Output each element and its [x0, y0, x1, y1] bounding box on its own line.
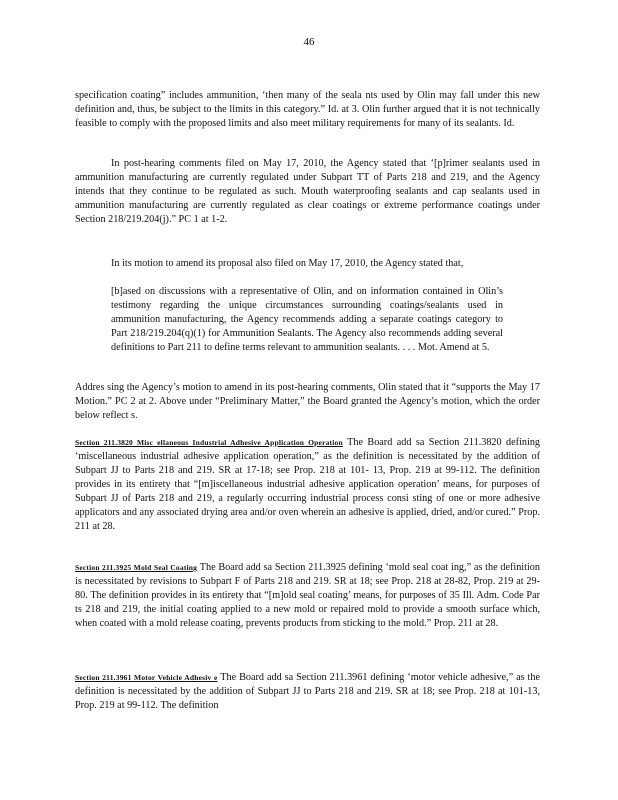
section-text: The Board add sa Section 211.3925 defining ‘mold seal coat ing,” as the definition is necessitated by revisions to Subpart F of Parts 218 and 219. SR at 18; see Prop. 218 at 28-82, Prop. 219 at 29-80. The definition provides in its entirety that “[m]old seal coating’ means, for purposes of 35 Ill. Adm. Code Par ts 218 and 219, the initial coating applied to a new mold or repaired mold to provide a smooth surface which, when coated with a mold release coating, prevents products from sticking to the mold.” Prop. 211 at 28. — [75, 562, 540, 629]
paragraph-motion-to-amend: In its motion to amend its proposal also filed on May 17, 2010, the Agency stated that, — [111, 258, 464, 269]
section-211-3820 — [75, 436, 540, 534]
section-heading: Section 211.3925 Mold Seal Coating — [75, 563, 198, 572]
paragraph-olin-sealants: specification coating” includes ammunition, ‘then many of the seala nts used by Olin may fall under this new definition and, thus, be subject to the limits in this category.” Id. at 3. Olin further argued that it is not technically feasible to comply with the proposed limits and also meet military requirements for many of its sealants. Id. — [75, 90, 540, 129]
section-text: The Board add sa Section 211.3820 defining ‘miscellaneous industrial adhesive application operation,” as the definition is necessitated by the addition of Subpart JJ to Parts 218 and 219. SR at 17-18; see Prop. 218 at 101- 13, Prop. 219 at 99-112. The definition provides in its entirety that “[m]iscellaneous industrial adhesive application operation’ means, for purposes of Subpart JJ of Parts 218 and 219, a regularly occurring industrial process consi sting of one or more adhesive applicators and any associated drying area and/or oven wherein an adhesive is applied, dried, and/or cured.” Prop. 211 at 28. — [75, 437, 541, 532]
section-211-3925 — [75, 561, 540, 631]
page-number: 46 — [303, 36, 315, 48]
section-text: The Board add sa Section 211.3961 defining ‘motor vehicle adhesive,” as the definition is necessitated by the addition of Subpart JJ to Parts 218 and 219. SR at 18; see Prop. 218 at 101-13, Prop. 219 at 99-112. The definition — [75, 672, 540, 711]
section-heading: Section 211.3820 Misc ellaneous Industrial Adhesive Application Operation — [75, 438, 343, 447]
paragraph-olin-supports: Addres sing the Agency’s motion to amend in its post-hearing comments, Olin stated that it “supports the May 17 Motion.” PC 2 at 2. Above under “Preliminary Matter,” the Board granted the Agency’s motion, which the order below reflect s. — [75, 382, 540, 421]
section-heading: Section 211.3961 Motor Vehicle Adhesiv e — [75, 673, 218, 682]
section-211-3961 — [75, 671, 540, 713]
paragraph-post-hearing-comments: In post-hearing comments filed on May 17, 2010, the Agency stated that ‘[p]rimer sealants used in ammunition manufacturing are currently regulated under Subpart TT of Parts 218 and 219, and the Agency intends that they continue to be regulated as such. Mouth waterproofing sealants and cap sealants used in ammunition manufacturing are currently regulated as clear coatings or extreme performance coatings under Section 218/219.204(j).” PC 1 at 1-2. — [75, 158, 540, 225]
block-quote: [b]ased on discussions with a representative of Olin, and on information contained in Olin’s testimony regarding the unique circumstances surrounding coatings/sealants used in ammunition manufacturing, the Agency recommends adding a separate coatings category to Part 218/219.204(q)(1) for Ammunition Sealants. The Agency also recommends adding several definitions to Part 211 to define terms relevant to ammunition sealants. . . . Mot. Amend at 5. — [111, 286, 503, 353]
